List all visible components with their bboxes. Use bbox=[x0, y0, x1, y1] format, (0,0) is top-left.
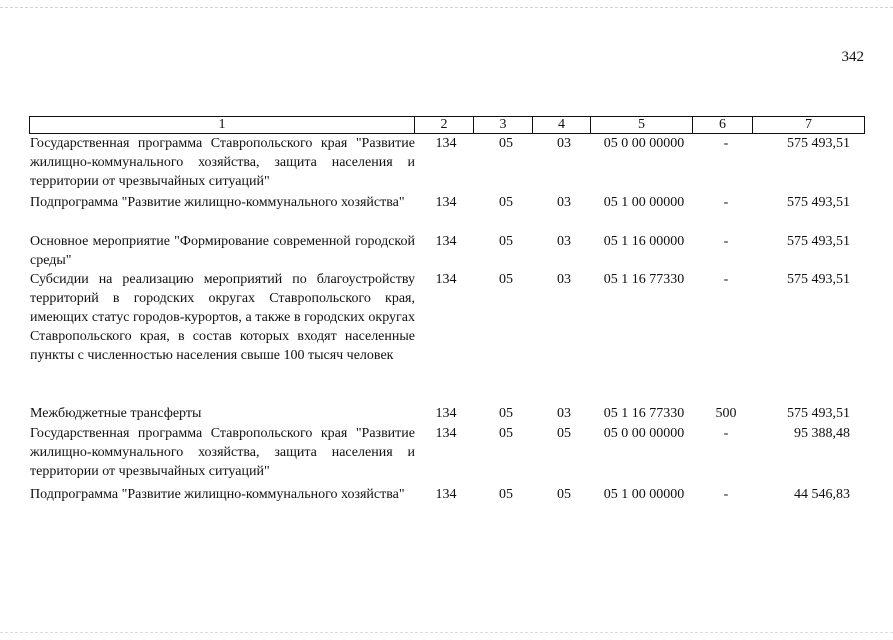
row-col-2: 134 bbox=[435, 426, 457, 441]
header-col-2: 2 bbox=[415, 117, 474, 133]
row-col-6: - bbox=[723, 272, 729, 287]
row-col-5: 05 0 00 00000 bbox=[603, 136, 685, 151]
table-row bbox=[30, 424, 850, 481]
page-number: 342 bbox=[841, 49, 864, 65]
table-row bbox=[30, 404, 850, 423]
scan-bottom-edge bbox=[0, 632, 893, 633]
row-col-2: 134 bbox=[435, 234, 457, 249]
table-row bbox=[30, 193, 850, 212]
row-col-5: 05 1 00 00000 bbox=[603, 487, 685, 502]
table-row bbox=[30, 232, 850, 270]
row-col-7: 575 493,51 bbox=[787, 406, 850, 421]
row-col-5: 05 1 00 00000 bbox=[603, 195, 685, 210]
row-name: Государственная программа Ставропольского края "Развитие жилищно-коммунального хозяйства, защита населения и территории от чрезвычайных ситуаций" bbox=[30, 136, 415, 189]
row-col-2: 134 bbox=[435, 487, 457, 502]
row-col-7: 95 388,48 bbox=[794, 426, 850, 441]
row-col-2: 134 bbox=[435, 136, 457, 151]
row-col-4: 03 bbox=[557, 136, 571, 151]
row-name: Государственная программа Ставропольского края "Развитие жилищно-коммунального хозяйства, защита населения и территории от чрезвычайных ситуаций" bbox=[30, 426, 415, 479]
row-col-4: 03 bbox=[557, 195, 571, 210]
row-col-6: 500 bbox=[715, 406, 737, 421]
row-col-5: 05 0 00 00000 bbox=[603, 426, 685, 441]
row-col-7: 575 493,51 bbox=[787, 272, 850, 287]
row-col-6: - bbox=[723, 195, 729, 210]
table-row bbox=[30, 485, 850, 504]
row-col-4: 03 bbox=[557, 272, 571, 287]
row-col-7: 575 493,51 bbox=[787, 234, 850, 249]
row-name: Межбюджетные трансферты bbox=[30, 406, 202, 421]
header-col-5: 5 bbox=[591, 117, 693, 133]
header-col-1: 1 bbox=[30, 117, 415, 133]
scan-top-edge bbox=[0, 7, 893, 8]
row-name: Субсидии на реализацию мероприятий по благоустройству территорий в городских округах Ставропольского края, имеющих статус городов-курортов, а также в городских округах Ставропольского края, в состав которых входят населенные пункты с численностью населения свыше 100 тысяч человек bbox=[30, 272, 415, 363]
row-col-3: 05 bbox=[499, 234, 513, 249]
row-col-6: - bbox=[723, 234, 729, 249]
row-col-3: 05 bbox=[499, 426, 513, 441]
row-col-7: 44 546,83 bbox=[794, 487, 850, 502]
row-col-6: - bbox=[723, 426, 729, 441]
row-col-7: 575 493,51 bbox=[787, 195, 850, 210]
row-col-5: 05 1 16 00000 bbox=[603, 234, 685, 249]
row-col-2: 134 bbox=[435, 272, 457, 287]
table-header-row bbox=[29, 116, 865, 134]
row-col-6: - bbox=[723, 136, 729, 151]
header-col-6: 6 bbox=[693, 117, 753, 133]
row-name: Подпрограмма "Развитие жилищно-коммунального хозяйства" bbox=[30, 195, 405, 210]
row-col-5: 05 1 16 77330 bbox=[603, 272, 685, 287]
row-col-3: 05 bbox=[499, 195, 513, 210]
header-col-3: 3 bbox=[474, 117, 533, 133]
table-row bbox=[30, 134, 850, 191]
row-col-4: 03 bbox=[557, 234, 571, 249]
row-name: Подпрограмма "Развитие жилищно-коммунального хозяйства" bbox=[30, 487, 405, 502]
row-col-7: 575 493,51 bbox=[787, 136, 850, 151]
row-col-4: 03 bbox=[557, 406, 571, 421]
row-col-4: 05 bbox=[557, 487, 571, 502]
row-col-3: 05 bbox=[499, 136, 513, 151]
row-col-3: 05 bbox=[499, 272, 513, 287]
row-col-3: 05 bbox=[499, 487, 513, 502]
row-name: Основное мероприятие "Формирование современной городской среды" bbox=[30, 234, 415, 268]
row-col-2: 134 bbox=[435, 195, 457, 210]
header-col-4: 4 bbox=[533, 117, 591, 133]
row-col-4: 05 bbox=[557, 426, 571, 441]
header-col-7: 7 bbox=[805, 117, 812, 132]
row-col-5: 05 1 16 77330 bbox=[603, 406, 685, 421]
row-col-6: - bbox=[723, 487, 729, 502]
table-row bbox=[30, 270, 850, 365]
row-col-2: 134 bbox=[435, 406, 457, 421]
row-col-3: 05 bbox=[499, 406, 513, 421]
